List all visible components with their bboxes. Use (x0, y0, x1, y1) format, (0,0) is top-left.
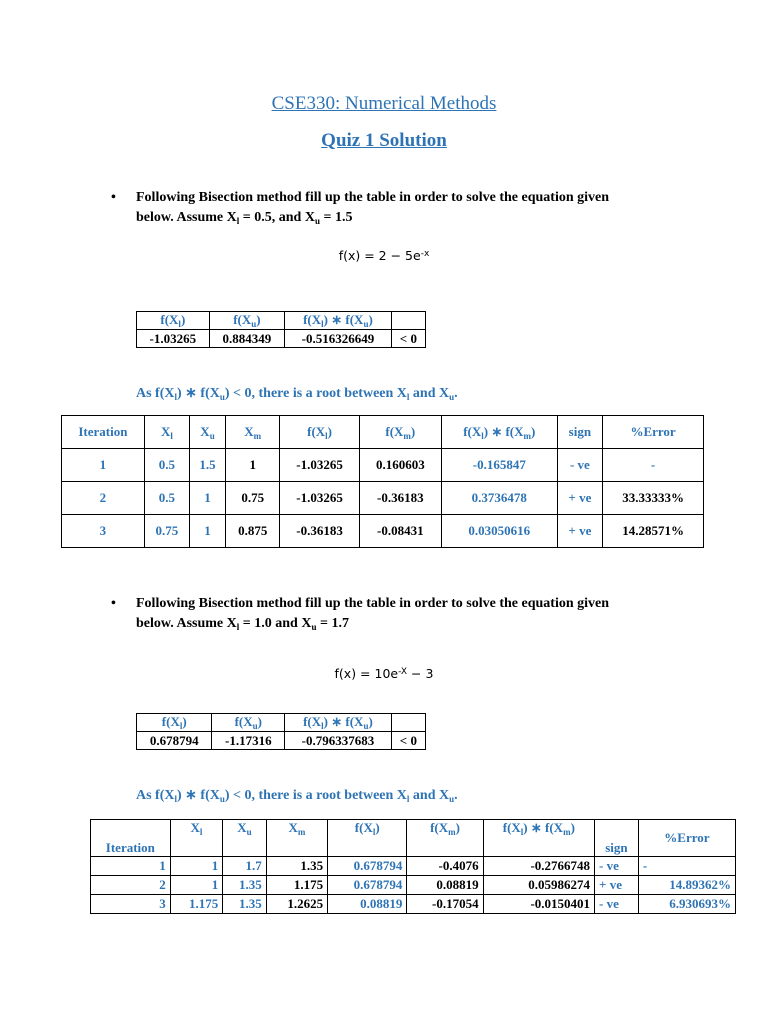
problem-1-iteration-table: Iteration $X_l$ $X_u$ $X_m$ $f(X_l)$ $f(X_m)$ $f(X_l)$ ∗ $f(X_m)$ sign %Error 1 0.5 1.5 1 -1.03265 0.160603 -0.165847 - ve - 2 0.5 1 0.75 -1.03265 -0.36183 0.3736478 + ve 33.33333% 3 0.75 1 0.875 -0.36183 -0.08431 0.03050616 + ve 14.28571% (61, 415, 704, 548)
bullet-icon: • (111, 190, 116, 205)
problem-1-check-table (136, 311, 426, 348)
check-header (391, 312, 425, 330)
course-title: CSE330: Numerical Methods (271, 93, 497, 114)
problem-1-note: As $f(X_l)$ ∗ $f(X_u) < 0$, there is a root between $X_l$ and $X_u$. (136, 386, 458, 402)
table-row: 3 1.175 1.35 1.2625 0.08819 -0.17054 -0.0150401 - ve 6.930693% (91, 895, 736, 914)
table-row: 1 1 1.7 1.35 0.678794 -0.4076 -0.2766748 - ve - (91, 857, 736, 876)
problem-1-instruction: • Following Bisection method fill up the table in order to solve the equation given below. Assume $X_l = 0.5$, and $X_u = 1.5$ (111, 190, 610, 226)
problem-2-equation: $f(x) = 10e^{-X} - 3$ (334, 666, 434, 681)
check-header: $f(X_l)$ ∗ $f(X_u)$ (285, 312, 392, 330)
problem-1-equation: $f(x) = 2 - 5e^{-x}$ (338, 248, 430, 263)
check-cell: -0.516326649 (285, 330, 392, 348)
check-cell: 0.678794 (137, 732, 212, 750)
check-cell: -1.03265 (137, 330, 210, 348)
table-row: 1 0.5 1.5 1 -1.03265 0.160603 -0.165847 - ve - (62, 449, 704, 482)
check-cell: -1.17316 (212, 732, 285, 750)
check-cell: < 0 (391, 732, 425, 750)
check-header: $f(X_u)$ (212, 714, 285, 732)
check-header (391, 714, 425, 732)
check-cell: -0.796337683 (285, 732, 392, 750)
table-row: 3 0.75 1 0.875 -0.36183 -0.08431 0.03050616 + ve 14.28571% (62, 515, 704, 548)
check-header: $f(X_l)$ ∗ $f(X_u)$ (285, 714, 392, 732)
table-row: 2 0.5 1 0.75 -1.03265 -0.36183 0.3736478 + ve 33.33333% (62, 482, 704, 515)
check-header: $f(X_l)$ (137, 312, 210, 330)
check-header: $f(X_u)$ (209, 312, 284, 330)
problem-2-iteration-table: Iteration $X_l$ $X_u$ $X_m$ $f(X_l)$ $f(X_m)$ $f(X_l)$ ∗ $f(X_m)$ sign %Error 1 1 1.7 1.35 0.678794 -0.4076 -0.2766748 - ve - 2 1 1.35 1.175 0.678794 0.08819 0.05986274 + ve 14.89362% 3 1.175 1.35 1.2625 0.08819 -0.17054 -0.0150401 - ve 6.930693% (90, 819, 736, 914)
check-cell: < 0 (391, 330, 425, 348)
bullet-icon: • (111, 596, 116, 611)
table-row: 2 1 1.35 1.175 0.678794 0.08819 0.05986274 + ve 14.89362% (91, 876, 736, 895)
quiz-title: Quiz 1 Solution (321, 130, 447, 151)
problem-2-check-table (136, 713, 426, 750)
check-cell: 0.884349 (209, 330, 284, 348)
problem-2-instruction: • Following Bisection method fill up the table in order to solve the equation given below. Assume $X_l = 1.0$ and $X_u = 1.7$ (111, 596, 610, 632)
problem-2-note: As $f(X_l)$ ∗ $f(X_u) < 0$, there is a root between $X_l$ and $X_u$. (136, 788, 458, 804)
check-header: $f(X_l)$ (137, 714, 212, 732)
